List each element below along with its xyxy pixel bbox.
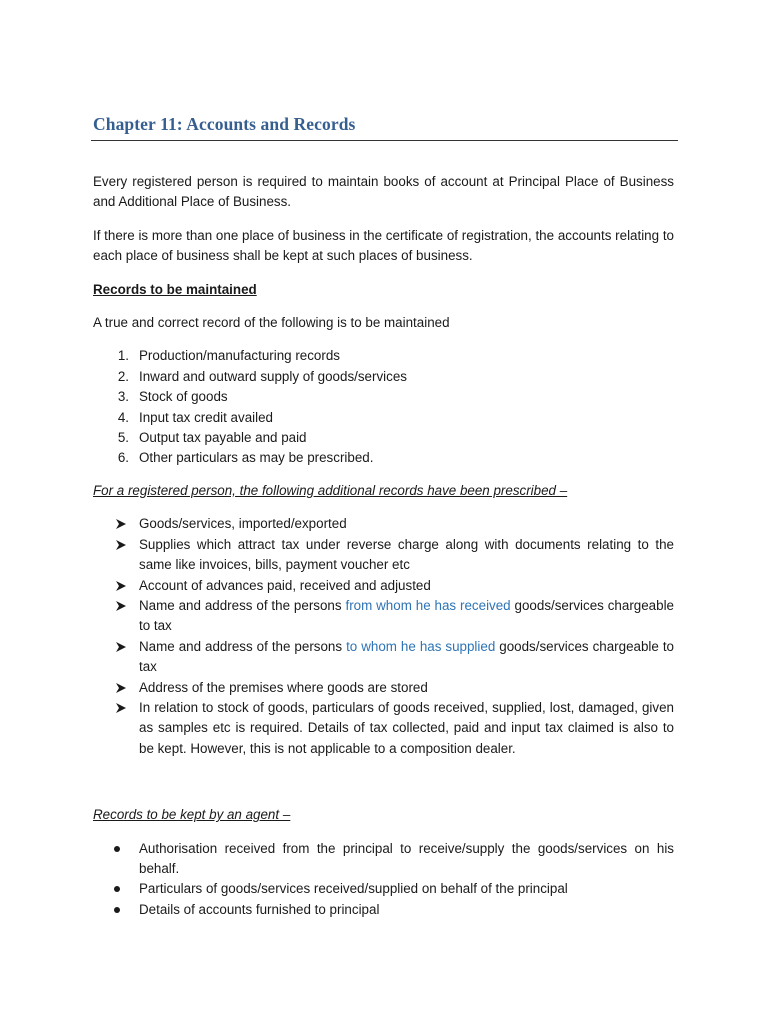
list-number: 4. xyxy=(117,409,129,425)
list-item-text: Particulars of goods/services received/supplied on behalf of the principal xyxy=(139,881,568,897)
highlighted-text: from whom he has received xyxy=(345,597,511,613)
additional-records-heading: For a registered person, the following additional records have been prescribed – xyxy=(93,482,568,498)
list-item xyxy=(93,637,674,678)
records-heading: Records to be maintained xyxy=(93,281,257,297)
list-number: 3. xyxy=(117,389,129,405)
intro-paragraph-2: If there is more than one place of business in the certificate of registration, the accounts relating to each place of business shall be kept at such places of business. xyxy=(93,227,674,264)
list-number: 1. xyxy=(117,348,129,364)
text-segment: Name and address of the persons xyxy=(139,638,347,654)
list-item xyxy=(93,698,674,759)
text-segment: goods/services chargeable to tax xyxy=(139,597,674,634)
list-item-text: Goods/services, imported/exported xyxy=(139,516,347,532)
arrowhead-bullet-icon xyxy=(115,596,127,622)
highlighted-text: to whom he has supplied xyxy=(346,638,496,654)
title-divider xyxy=(91,140,678,141)
additional-records-list xyxy=(93,514,674,759)
list-item xyxy=(93,346,674,366)
list-item xyxy=(93,367,674,387)
list-item-text: Address of the premises where goods are stored xyxy=(139,679,428,695)
filled-circle-bullet-icon xyxy=(114,907,120,913)
list-item xyxy=(93,839,674,880)
list-item xyxy=(93,678,674,698)
arrowhead-bullet-icon xyxy=(115,698,127,724)
list-item-text: Account of advances paid, received and adjusted xyxy=(139,577,431,593)
agent-records-list xyxy=(93,839,674,921)
list-item-text xyxy=(139,639,674,674)
list-item xyxy=(93,428,674,448)
filled-circle-bullet-icon xyxy=(114,846,120,852)
list-item-text: Supplies which attract tax under reverse charge along with documents relating to the same like invoices, bills, payment voucher etc xyxy=(139,536,674,573)
list-item-text: Other particulars as may be prescribed. xyxy=(139,450,374,466)
records-lead: A true and correct record of the following is to be maintained xyxy=(93,315,450,331)
chapter-title: Chapter 11: Accounts and Records xyxy=(93,114,356,134)
list-item-text: Stock of goods xyxy=(139,389,228,405)
text-segment: Name and address of the persons xyxy=(139,597,346,613)
list-item xyxy=(93,448,674,468)
list-item xyxy=(93,596,674,637)
list-item-text: Authorisation received from the principal to receive/supply the goods/services on his behalf. xyxy=(139,840,674,876)
list-item xyxy=(93,576,674,596)
list-item xyxy=(93,387,674,407)
agent-records-heading: Records to be kept by an agent – xyxy=(93,807,291,823)
list-item-text: Output tax payable and paid xyxy=(139,430,307,446)
list-item-text xyxy=(139,598,674,633)
list-number: 6. xyxy=(117,450,129,466)
list-item-text: Inward and outward supply of goods/services xyxy=(139,368,407,384)
list-item xyxy=(93,879,674,899)
text-segment: goods/services chargeable to tax xyxy=(139,638,674,675)
list-item-text: Input tax credit availed xyxy=(139,409,273,425)
list-item xyxy=(93,408,674,428)
document-body xyxy=(93,172,674,920)
list-item-text: In relation to stock of goods, particulars of goods received, supplied, lost, damaged, given as samples etc is required. Details of tax collected, paid and input tax claimed is also to be kept. However, this is not applicable to a composition dealer. xyxy=(139,699,674,756)
filled-circle-bullet-icon xyxy=(114,886,120,892)
list-number: 5. xyxy=(117,430,129,446)
records-list xyxy=(93,346,674,468)
arrowhead-bullet-icon xyxy=(115,535,127,561)
list-item xyxy=(93,900,674,920)
list-item-text: Details of accounts furnished to principal xyxy=(139,901,380,917)
list-item xyxy=(93,514,674,534)
arrowhead-bullet-icon xyxy=(115,637,127,663)
intro-paragraph-1: Every registered person is required to maintain books of account at Principal Place of Business and Additional Place of Business. xyxy=(93,174,674,210)
list-item-text: Production/manufacturing records xyxy=(139,348,340,364)
section-spacer xyxy=(93,759,674,805)
list-item xyxy=(93,535,674,576)
list-number: 2. xyxy=(117,368,129,384)
